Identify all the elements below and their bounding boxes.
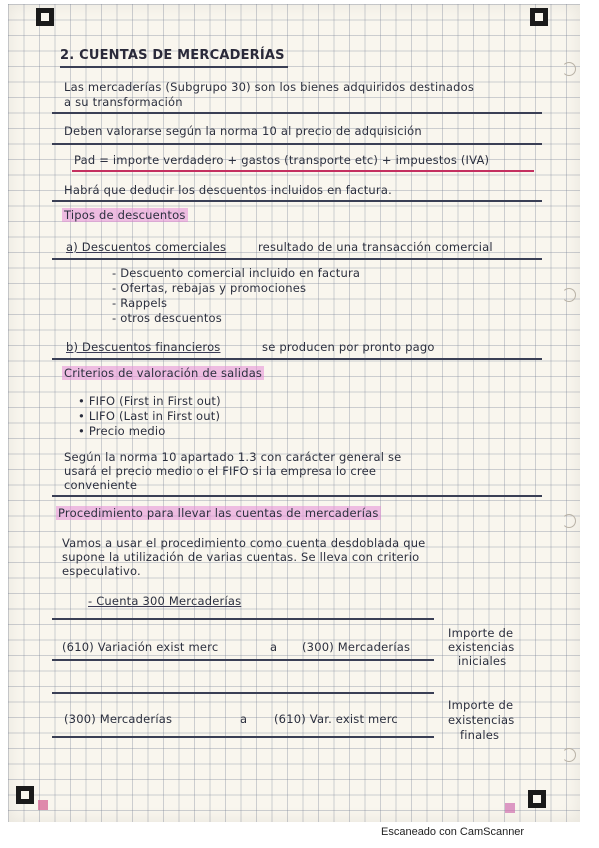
list-item: • LIFO (Last in First out) (78, 409, 221, 423)
asiento2-nota: existencias (448, 713, 515, 727)
procedimiento-line-1: Vamos a usar el procedimiento como cuenta desdoblada que (62, 536, 426, 550)
asiento2-nota: Importe de (448, 698, 514, 712)
asiento2-haber: (610) Var. exist merc (274, 712, 398, 726)
journal-line (52, 736, 434, 738)
ruled-line (52, 143, 542, 145)
journal-line (52, 692, 434, 694)
page-title: 2. CUENTAS DE MERCADERÍAS (60, 48, 285, 63)
ruled-line (52, 258, 542, 260)
procedimiento-line-3: especulativo. (62, 564, 141, 578)
binder-hole-icon (562, 62, 576, 76)
ruled-line (52, 200, 542, 202)
pink-marker-icon (38, 800, 48, 810)
asiento1-debe: (610) Variación exist merc (62, 640, 219, 654)
section-title-tipos: Tipos de descuentos (64, 208, 186, 222)
binder-hole-icon (562, 748, 576, 762)
list-item: - Rappels (112, 296, 168, 310)
norma-line-1: Según la norma 10 apartado 1.3 con carácter general se (64, 450, 402, 464)
asiento2-debe: (300) Mercaderías (64, 712, 173, 726)
asiento1-nota: existencias (448, 640, 515, 654)
journal-line (52, 659, 434, 661)
asiento1-nota: Importe de (448, 626, 514, 640)
scanner-watermark: Escaneado con CamScanner (381, 826, 525, 838)
valoracion-text: Deben valorarse según la norma 10 al precio de adquisición (64, 124, 422, 138)
ruled-line (52, 112, 542, 114)
list-item: • Precio medio (78, 424, 166, 438)
pink-marker-icon (505, 803, 515, 813)
section-title-procedimiento: Procedimiento para llevar las cuentas de mercaderías (58, 506, 379, 520)
asiento1-nota: iniciales (458, 654, 507, 668)
norma-line-3: conveniente (64, 478, 138, 492)
formula-text: Pad = importe verdadero + gastos (transporte etc) + impuestos (IVA) (74, 153, 490, 167)
asiento2-nota: finales (460, 728, 500, 742)
intro-line-2: a su transformación (64, 95, 183, 109)
title-underline (60, 66, 288, 68)
asiento1-haber: (300) Mercaderías (302, 640, 411, 654)
descuentos-note: Habrá que deducir los descuentos incluidos en factura. (64, 183, 392, 197)
procedimiento-line-2: supone la utilización de varias cuentas. Se lleva con criterio (62, 550, 420, 564)
ruled-line (52, 358, 542, 360)
corner-marker-icon (528, 790, 546, 808)
financieros-label: b) Descuentos financieros (66, 340, 221, 354)
comerciales-desc: resultado de una transacción comercial (258, 240, 493, 254)
binder-hole-icon (562, 288, 576, 302)
formula-underline (72, 170, 534, 172)
section-title-criterios: Criterios de valoración de salidas (64, 366, 263, 380)
asiento1-a: a (270, 640, 278, 654)
intro-line-1: Las mercaderías (Subgrupo 30) son los bienes adquiridos destinados (64, 80, 475, 94)
ruled-line (52, 495, 542, 497)
financieros-desc: se producen por pronto pago (262, 340, 435, 354)
list-item: • FIFO (First in First out) (78, 394, 221, 408)
corner-marker-icon (36, 8, 54, 26)
norma-line-2: usará el precio medio o el FIFO si la empresa lo cree (64, 464, 377, 478)
comerciales-label: a) Descuentos comerciales (66, 240, 227, 254)
list-item: - Descuento comercial incluido en factura (112, 266, 361, 280)
list-item: - Ofertas, rebajas y promociones (112, 281, 307, 295)
corner-marker-icon (530, 8, 548, 26)
list-item: - otros descuentos (112, 311, 222, 325)
asiento2-a: a (240, 712, 248, 726)
corner-marker-icon (16, 786, 34, 804)
cuenta-300-label: - Cuenta 300 Mercaderías (88, 594, 242, 608)
binder-hole-icon (562, 514, 576, 528)
journal-line (52, 618, 434, 620)
